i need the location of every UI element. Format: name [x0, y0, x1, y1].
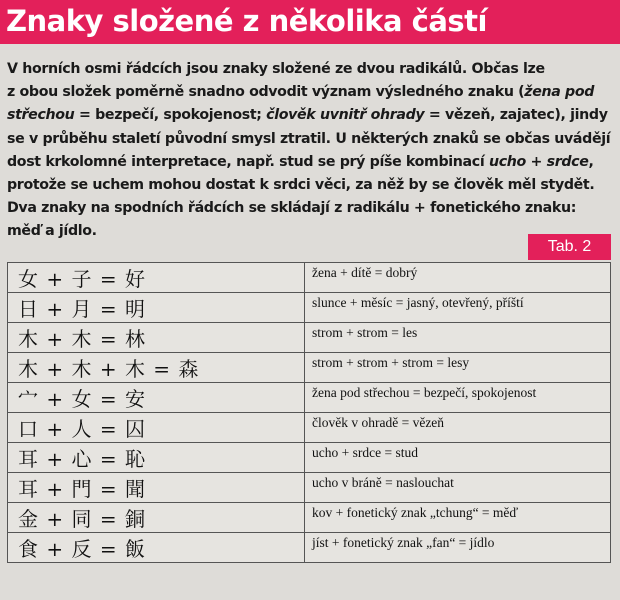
intro-text: dost krkolomné interpretace, např. stud se prý píše kombinací [7, 153, 489, 170]
table-row [8, 263, 611, 293]
table-row [8, 443, 611, 473]
kanji-formula: 木 + 木 + 木 = 森 [8, 353, 305, 383]
intro-line [7, 197, 613, 220]
kanji-meaning: žena + dítě = dobrý [305, 263, 611, 293]
kanji-meaning: strom + strom = les [305, 323, 611, 353]
kanji-meaning: člověk v ohradě = vězeň [305, 413, 611, 443]
intro-italic: člověk uvnitř ohrady [266, 107, 425, 124]
intro-line [7, 128, 613, 151]
table-row [8, 533, 611, 563]
intro-text: Dva znaky na spodních řádcích se skládají z radikálu + fonetického znaku: [7, 200, 577, 217]
kanji-meaning: slunce + měsíc = jasný, otevřený, příští [305, 293, 611, 323]
intro-italic: ucho + srdce [488, 153, 589, 170]
table-row [8, 473, 611, 503]
table-row [8, 323, 611, 353]
intro-line [7, 151, 613, 174]
kanji-formula: 食 + 反 = 飯 [8, 533, 305, 563]
intro-line [7, 220, 613, 243]
table-label-badge: Tab. 2 [528, 234, 611, 260]
table-row [8, 353, 611, 383]
table-row [8, 413, 611, 443]
kanji-formula: 木 + 木 = 林 [8, 323, 305, 353]
kanji-formula: 耳 + 心 = 恥 [8, 443, 305, 473]
intro-paragraph [7, 58, 613, 244]
intro-text: , [588, 153, 594, 170]
kanji-meaning: kov + fonetický znak „tchung“ = měď [305, 503, 611, 533]
table-row [8, 383, 611, 413]
intro-line [7, 174, 613, 197]
intro-text: z obou složek poměrně snadno odvodit význam výsledného znaku ( [7, 84, 525, 101]
intro-line [7, 58, 613, 81]
intro-text: V horních osmi řádcích jsou znaky složené ze dvou radikálů. Občas lze [7, 61, 545, 77]
table-row [8, 293, 611, 323]
kanji-table [7, 262, 611, 563]
kanji-meaning: ucho + srdce = stud [305, 443, 611, 473]
table-row [8, 503, 611, 533]
kanji-meaning: strom + strom + strom = lesy [305, 353, 611, 383]
kanji-meaning: jíst + fonetický znak „fan“ = jídlo [305, 533, 611, 563]
intro-line [7, 81, 613, 104]
kanji-formula: 口 + 人 = 囚 [8, 413, 305, 443]
kanji-formula: 日 + 月 = 明 [8, 293, 305, 323]
kanji-formula: 金 + 同 = 銅 [8, 503, 305, 533]
intro-text: se v průběhu staletí původní smysl ztratil. U některých znaků se občas uvádějí [7, 130, 611, 147]
intro-text: = bezpečí, spokojenost; [74, 107, 267, 124]
intro-text: protože se uchem mohou dostat k srdci věci, za něž by se člověk měl stydět. [7, 176, 595, 193]
kanji-meaning: žena pod střechou = bezpečí, spokojenost [305, 383, 611, 413]
intro-italic: střechou [7, 107, 75, 124]
intro-text: měď a jídlo. [7, 223, 97, 240]
title-bar [0, 0, 620, 44]
kanji-formula: 耳 + 門 = 聞 [8, 473, 305, 503]
kanji-formula: 女 + 子 = 好 [8, 263, 305, 293]
page-title: Znaky složené z několika částí [6, 4, 487, 38]
kanji-formula: 宀 + 女 = 安 [8, 383, 305, 413]
kanji-meaning: ucho v bráně = naslouchat [305, 473, 611, 503]
intro-italic: žena pod [524, 84, 595, 101]
intro-text: = vězeň, zajatec), jindy [424, 107, 608, 124]
intro-line [7, 104, 613, 127]
